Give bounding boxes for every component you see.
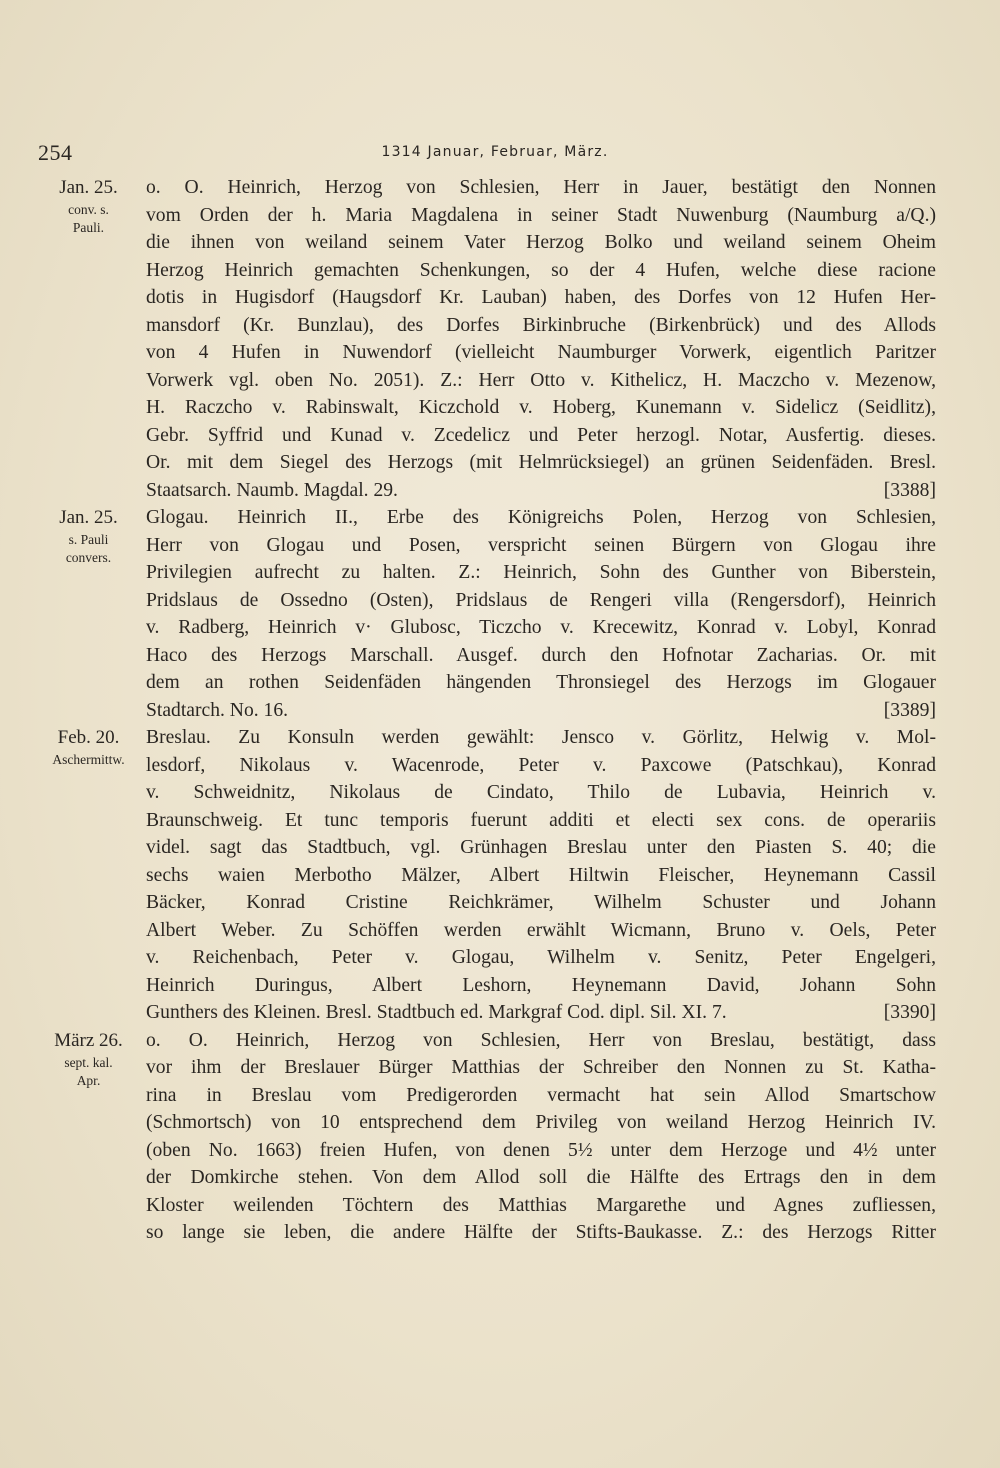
text-line: Kloster weilenden Töchtern des Matthias Margarethe und Agnes zufliessen, (146, 1194, 936, 1216)
regest-entry (0, 1027, 1000, 1247)
text-line: v. Reichenbach, Peter v. Glogau, Wilhelm v. Senitz, Peter Engelgeri, (146, 947, 936, 968)
text-line: o. O. Heinrich, Herzog von Schlesien, Herr in Jauer, bestätigt den Nonnen (146, 177, 936, 198)
text-line: von 4 Hufen in Nuwendorf (vielleicht Naumburger Vorwerk, eigentlich Paritzer (146, 342, 936, 363)
text-line: H. Raczcho v. Rabinswalt, Kiczchold v. Hoberg, Kunemann v. Sidelicz (Seidlitz), (146, 397, 936, 418)
text-line: Staatsarch. Naumb. Magdal. 29. (146, 479, 398, 501)
page-number: 254 (38, 140, 73, 165)
text-line: Herzog Heinrich gemachten Schenkungen, so der 4 Hufen, welche diese racione (146, 259, 936, 281)
text-line: Stadtarch. No. 16. (146, 699, 289, 721)
text-line: rina in Breslau vom Predigerorden vermacht hat sein Allod Smartschow (146, 1084, 936, 1106)
entries-list (0, 174, 1000, 1247)
margin-date: Jan. 25. (59, 177, 118, 198)
text-line: Gebr. Syffrid und Kunad v. Zcedelicz und Peter herzogl. Notar, Ausfertig. dieses. (146, 424, 936, 446)
text-line: (Schmortsch) von 10 entsprechend dem Privileg von weiland Herzog Heinrich IV. (146, 1112, 936, 1133)
text-line: Gunthers des Kleinen. Bresl. Stadtbuch ed. Markgraf Cod. dipl. Sil. XI. 7. (146, 1002, 727, 1023)
text-line: Braunschweig. Et tunc temporis fuerunt additi et electi sex cons. de operariis (146, 809, 936, 831)
text-line: Or. mit dem Siegel des Herzogs (mit Helmrücksiegel) an grünen Seidenfäden. Bresl. (146, 452, 936, 473)
page-header (0, 138, 1000, 178)
text-line: Privilegien aufrecht zu halten. Z.: Heinrich, Sohn des Gunther von Biberstein, (146, 562, 936, 583)
margin-note (36, 174, 141, 237)
final-line (146, 697, 936, 725)
margin-feast: Apr. (76, 1072, 101, 1088)
text-line: Glogau. Heinrich II., Erbe des Königreichs Polen, Herzog von Schlesien, (146, 507, 936, 528)
text-line: Bäcker, Konrad Cristine Reichkrämer, Wilhelm Schuster und Johann (146, 892, 936, 913)
margin-feast: s. Pauli (68, 532, 109, 547)
text-line: videl. sagt das Stadtbuch, vgl. Grünhagen Breslau unter den Piasten S. 40; die (146, 837, 936, 858)
margin-note (36, 724, 141, 769)
final-line (146, 477, 936, 505)
text-line: Heinrich Duringus, Albert Leshorn, Heynemann David, Johann Sohn (146, 974, 936, 996)
entry-number: [3390] (883, 1002, 936, 1023)
text-line: Vorwerk vgl. oben No. 2051). Z.: Herr Otto v. Kithelicz, H. Maczcho v. Mezenow, (146, 369, 936, 391)
text-line: o. O. Heinrich, Herzog von Schlesien, Herr von Breslau, bestätigt, dass (146, 1029, 936, 1051)
regest-entry (0, 724, 1000, 1027)
text-line: Pridslaus de Ossedno (Osten), Pridslaus de Rengeri villa (Rengersdorf), Heinrich (146, 589, 936, 611)
text-line: vom Orden der h. Maria Magdalena in seiner Stadt Nuwenburg (Naumburg a/Q.) (146, 204, 936, 226)
entry-number: [3388] (883, 479, 936, 501)
entry-text (146, 504, 936, 724)
text-line: v. Radberg, Heinrich v· Glubosc, Ticzcho v. Krecewitz, Konrad v. Lobyl, Konrad (146, 617, 936, 638)
running-title: 1314 Januar, Februar, März. (381, 144, 609, 160)
margin-feast: convers. (65, 550, 112, 565)
entry-text (146, 174, 936, 504)
text-line: Breslau. Zu Konsuln werden gewählt: Jensco v. Görlitz, Helwig v. Mol- (146, 727, 936, 748)
margin-date: Jan. 25. (59, 507, 118, 528)
text-line: Albert Weber. Zu Schöffen werden erwählt Wicmann, Bruno v. Oels, Peter (146, 919, 936, 941)
text-line: Haco des Herzogs Marschall. Ausgef. durch den Hofnotar Zacharias. Or. mit (146, 644, 936, 666)
margin-feast: conv. s. (68, 202, 109, 217)
margin-feast: Pauli. (72, 220, 105, 235)
margin-feast: sept. kal. (64, 1054, 113, 1070)
margin-date: Feb. 20. (57, 727, 120, 748)
text-line: lesdorf, Nikolaus v. Wacenrode, Peter v. Paxcowe (Patschkau), Konrad (146, 754, 936, 776)
margin-note (36, 504, 141, 567)
margin-feast: Aschermittw. (52, 752, 125, 767)
regest-entry (0, 504, 1000, 724)
margin-date: März 26. (54, 1029, 123, 1051)
final-line (146, 999, 936, 1027)
regest-entry (0, 174, 1000, 504)
margin-note (36, 1027, 141, 1090)
text-line: sechs waien Merbotho Mälzer, Albert Hiltwin Fleischer, Heynemann Cassil (146, 864, 936, 886)
text-line: mansdorf (Kr. Bunzlau), des Dorfes Birkinbruche (Birkenbrück) und des Allods (146, 314, 936, 336)
entry-number: [3389] (883, 699, 936, 721)
text-line: vor ihm der Breslauer Bürger Matthias der Schreiber den Nonnen zu St. Katha- (146, 1057, 936, 1078)
text-line: (oben No. 1663) freien Hufen, von denen 5½ unter dem Herzoge und 4½ unter (146, 1139, 936, 1161)
entry-text (146, 1027, 936, 1247)
text-line: der Domkirche stehen. Von dem Allod soll die Hälfte des Ertrags den in dem (146, 1167, 936, 1188)
text-line: Herr von Glogau und Posen, verspricht seinen Bürgern von Glogau ihre (146, 534, 936, 556)
text-line: dotis in Hugisdorf (Haugsdorf Kr. Lauban) haben, des Dorfes von 12 Hufen Her- (146, 287, 936, 308)
text-line: v. Schweidnitz, Nikolaus de Cindato, Thilo de Lubavia, Heinrich v. (146, 782, 936, 803)
text-line: die ihnen von weiland seinem Vater Herzog Bolko und weiland seinem Oheim (146, 232, 936, 253)
text-line: so lange sie leben, die andere Hälfte der Stifts-Baukasse. Z.: des Herzogs Ritter (146, 1222, 936, 1243)
text-line: dem an rothen Seidenfäden hängenden Thronsiegel des Herzogs im Glogauer (146, 672, 936, 693)
entry-text (146, 724, 936, 1027)
